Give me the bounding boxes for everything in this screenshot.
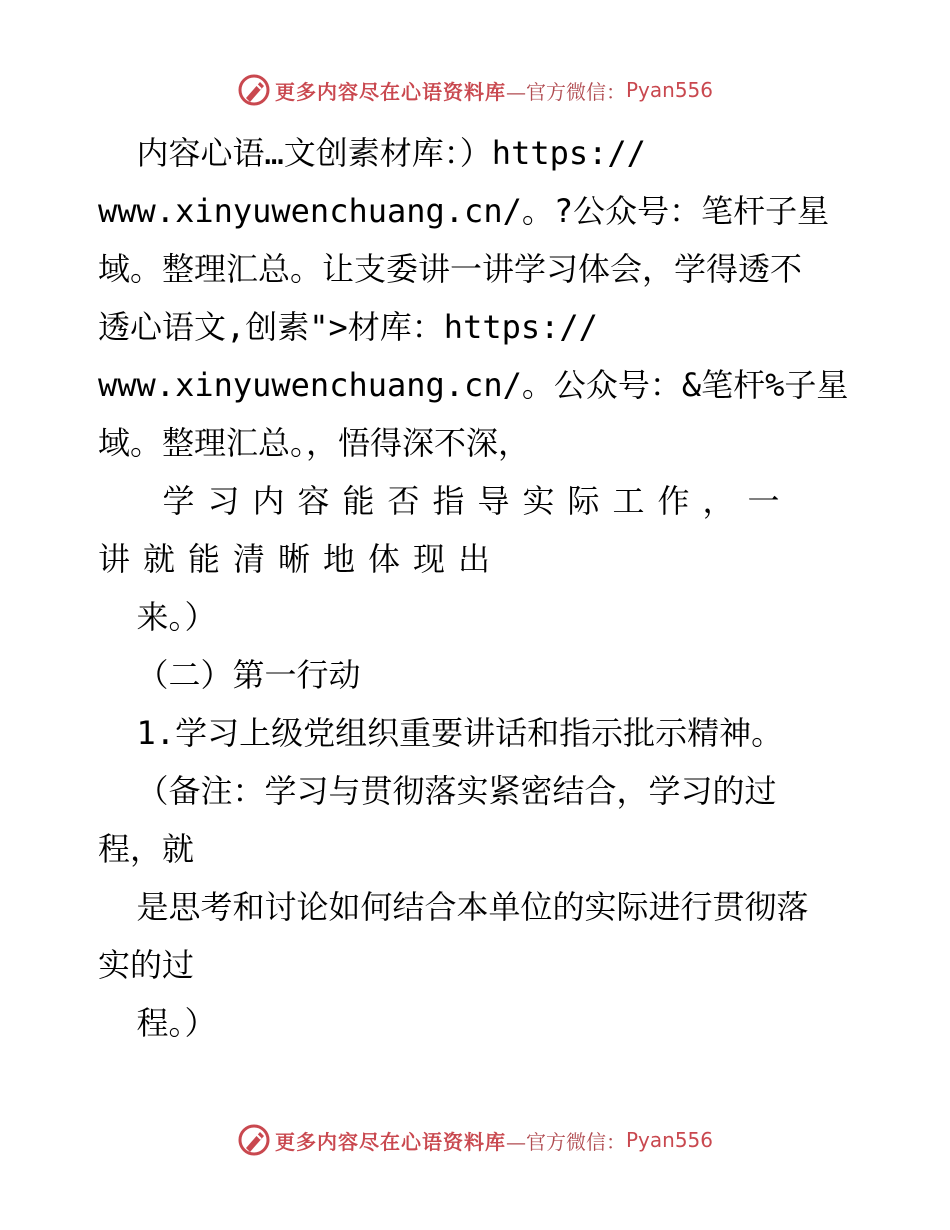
text-line: 讲就能清晰地体现出 — [98, 540, 504, 578]
pen-logo-icon — [237, 1123, 271, 1157]
text-line: 学习内容能否指导实际工作，一 — [98, 482, 793, 520]
text-line: 来。） — [98, 598, 217, 636]
header-banner — [0, 70, 950, 110]
text-line: （备注：学习与贯彻落实紧密结合，学习的过 — [98, 772, 777, 810]
text-line: 1.学习上级党组织重要讲话和指示批示精神。 — [98, 714, 784, 752]
footer-banner — [0, 1120, 950, 1160]
banner-text-wechat: —官方微信： — [505, 1129, 626, 1154]
text-line: 域。整理汇总。让支委讲一讲学习体会，学得透不 — [98, 250, 803, 288]
text-line: www.xinyuwenchuang.cn/。?公众号：笔杆子星 — [98, 192, 830, 230]
text-line: 内容心语…文创素材库：）https:// — [98, 134, 646, 172]
text-line: 实的过 — [98, 946, 195, 984]
text-line: 程。） — [98, 1004, 217, 1042]
text-line: www.xinyuwenchuang.cn/。公众号：&笔杆%子星 — [98, 366, 849, 404]
document-body — [98, 124, 858, 1052]
banner-text-id: Pyan556 — [625, 78, 713, 102]
text-line: 透心语文,创素">材库：https:// — [98, 308, 598, 346]
text-line: 程，就 — [98, 830, 195, 868]
banner-text-main: 更多内容尽在心语资料库 — [274, 79, 506, 104]
text-line: 域。整理汇总。，悟得深不深， — [98, 424, 531, 462]
text-line: （二）第一行动 — [98, 656, 361, 694]
pen-logo-icon — [237, 73, 271, 107]
banner-text-id: Pyan556 — [625, 1128, 713, 1152]
banner-text-wechat: —官方微信： — [505, 79, 626, 104]
banner-text-main: 更多内容尽在心语资料库 — [274, 1129, 506, 1154]
text-line: 是思考和讨论如何结合本单位的实际进行贯彻落 — [98, 888, 809, 926]
